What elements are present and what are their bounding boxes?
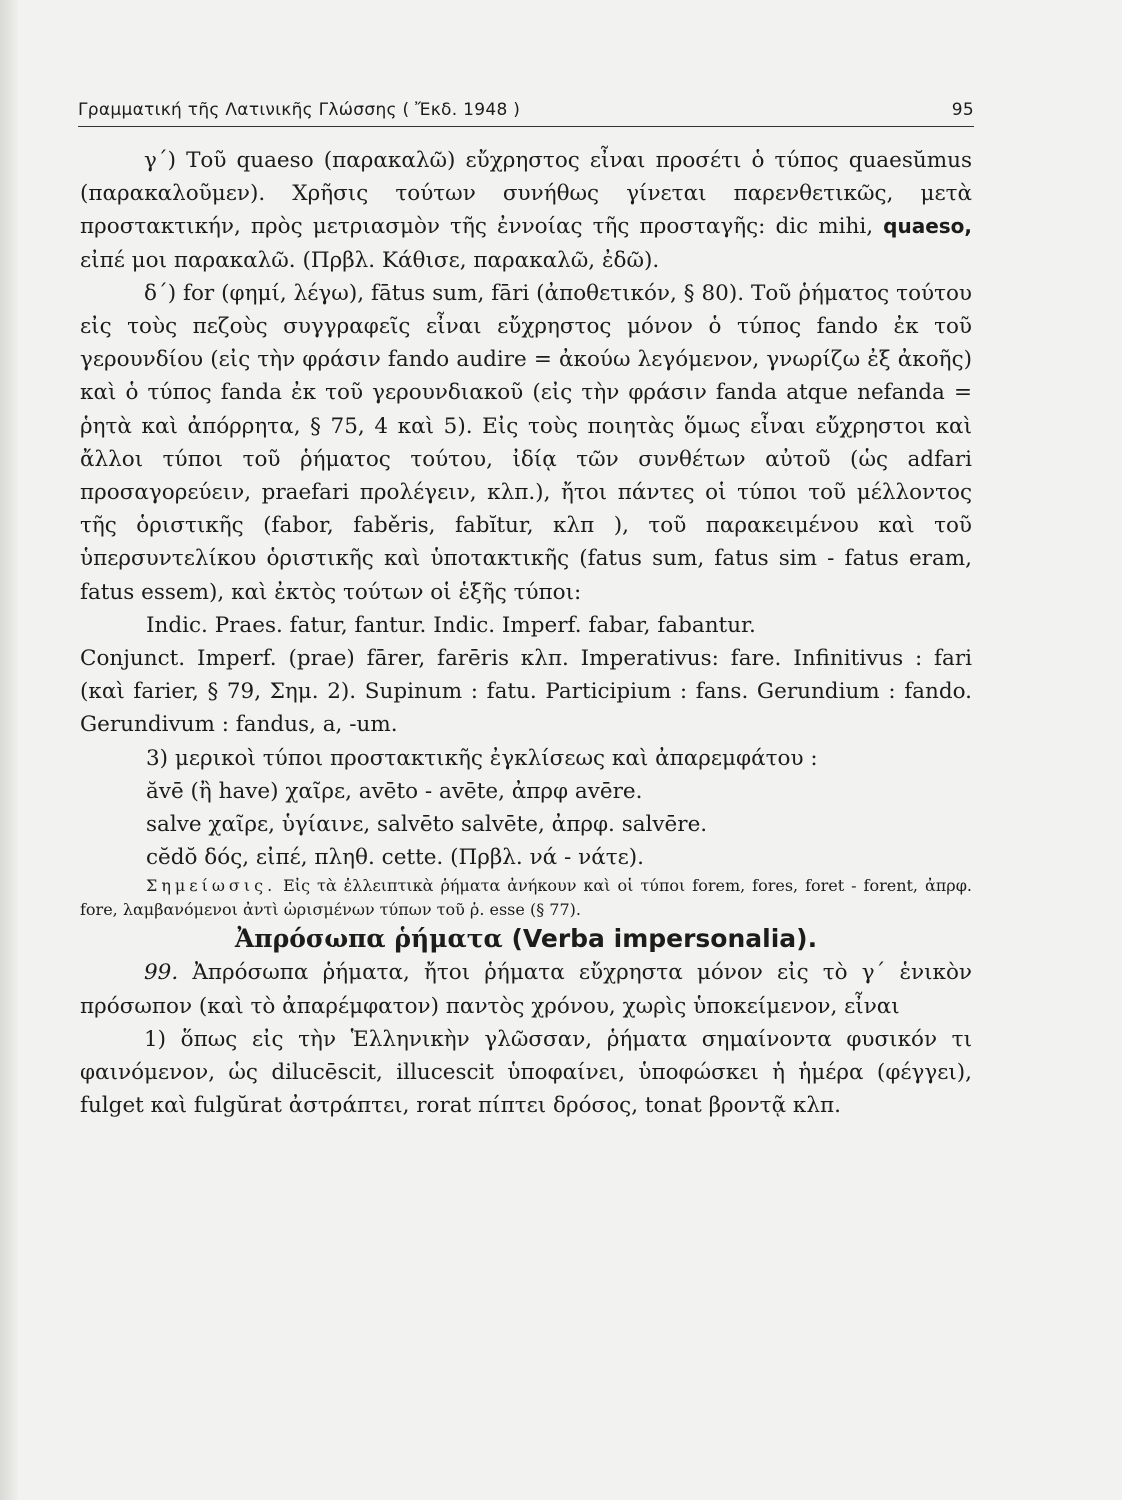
paragraph-gamma-text-1: γ΄) Τοῦ quaeso (παρακαλῶ) εὔχρηστος εἶναι προσέτι ὁ τύπος quaesŭmus (παρακαλοῦμεν). Χρῆσις τούτων συνήθως γίνεται παρενθετικῶς, μετὰ προστακτικήν, πρὸς μετριασμὸν τῆς ἐννοίας τῆς προσταγῆς: dic mihi, <box>80 148 972 240</box>
page-edge-shadow <box>0 0 18 1500</box>
note-text: Εἰς τὰ ἐλλειπτικὰ ῥήματα ἀνήκουν καὶ οἱ τύποι forem, fores, foret - forent, ἀπρφ. fore, λαμβανόμενοι ἀντὶ ὡρισμένων τύπων τοῦ ῥ. esse (§ 77). <box>80 876 972 920</box>
section-title-greek: Ἀπρόσωπα ῥήματα <box>234 924 512 954</box>
page-body <box>80 144 972 1122</box>
paragraph-three: 3) μερικοὶ τύποι προστακτικῆς ἐγκλίσεως καὶ ἀπαρεμφάτου : <box>146 745 818 771</box>
forms-line-1: Indic. Praes. fatur, fantur. Indic. Imperf. fabar, fabantur. <box>146 612 756 638</box>
forms-block-2: Conjunct. Imperf. (prae) fārer, farēris κλπ. Imperativus: fare. Infinitivus : fari (καὶ farier, § 79, Σημ. 2). Supinum : fatu. Participium : fans. Gerundium : fando. Gerundivum : fandus, a, -um. <box>80 646 972 738</box>
paragraph-gamma-text-2: εἰπέ μοι παρακαλῶ. (Πρβλ. Κάθισε, παρακαλῶ, ἐδῶ). <box>80 247 660 273</box>
paragraph-99-item-1: 1) ὅπως εἰς τὴν Ἑλληνικὴν γλῶσσαν, ῥήματα σημαίνοντα φυσικόν τι φαινόμενον, ὡς dilucēscit, illucescit ὑποφαίνει, ὑποφώσκει ἡ ἡμέρα (φέγγει), fulget καὶ fulgŭrat ἀστράπτει, rorat πίπτει δρόσος, tonat βροντᾷ κλπ. <box>80 1026 972 1119</box>
paragraph-99-text: Ἀπρόσωπα ῥήματα, ἤτοι ῥήματα εὔχρηστα μόνον εἰς τὸ γ΄ ἑνικὸν πρόσωπον (καὶ τὸ ἀπαρέμφατον) παντὸς χρόνου, χωρὶς ὑποκείμενον, εἶναι <box>80 960 972 1019</box>
form-cedo: cĕdŏ δός, εἰπέ, πληθ. cette. (Πρβλ. νά - νάτε). <box>146 845 644 871</box>
note-block <box>80 874 972 922</box>
note-label: Σημείωσις. <box>146 876 277 896</box>
quaeso-bold: quaeso, <box>883 214 972 239</box>
paragraph-99 <box>80 956 972 1022</box>
running-title: Γραμματική τῆς Λατινικῆς Γλώσσης ( Ἔκδ. 1948 ) <box>78 100 521 120</box>
running-header <box>78 96 974 127</box>
section-heading <box>80 922 972 956</box>
form-salve: salve χαῖρε, ὑγίαινε, salvēto salvēte, ἀπρφ. salvēre. <box>146 812 708 838</box>
paragraph-number: 99. <box>144 960 179 986</box>
page-number: 95 <box>951 100 974 120</box>
form-ave: ăvē (ἢ have) χαῖρε, avēto - avēte, ἀπρφ avēre. <box>146 778 643 804</box>
paragraph-delta: δ΄) for (φημί, λέγω), fātus sum, fāri (ἀποθετικόν, § 80). Τοῦ ῥήματος τούτου εἰς τοὺς πεζοὺς συγγραφεῖς εἶναι εὔχρηστος μόνον ὁ τύπος fando ἐκ τοῦ γερουνδίου (εἰς τὴν φράσιν fando audire = ἀκούω λεγόμενον, γνωρίζω ἐξ ἀκοῆς) καὶ ὁ τύπος fanda ἐκ τοῦ γερουνδιακοῦ (εἰς τὴν φράσιν fanda atque nefanda = ῥητὰ καὶ ἀπόρρητα, § 75, 4 καὶ 5). Εἰς τοὺς ποιητὰς ὅμως εἶναι εὔχρηστοι καὶ ἄλλοι τύποι τοῦ ῥήματος τούτου, ἰδίᾳ τῶν συνθέτων αὐτοῦ (ὡς adfari προσαγορεύειν, praefari προλέγειν, κλπ.), ἤτοι πάντες οἱ τύποι τοῦ μέλλοντος τῆς ὁριστικῆς (fabor, faběris, fabĭtur, κλπ ), τοῦ παρακειμένου καὶ τοῦ ὑπερσυντελίκου ὁριστικῆς καὶ ὑποτακτικῆς (fatus sum, fatus sim - fatus eram, fatus essem), καὶ ἐκτὸς τούτων οἱ ἑξῆς τύποι: <box>80 280 972 605</box>
paragraph-gamma <box>80 144 972 277</box>
section-title-latin: (Verba impersonalia). <box>511 924 818 954</box>
